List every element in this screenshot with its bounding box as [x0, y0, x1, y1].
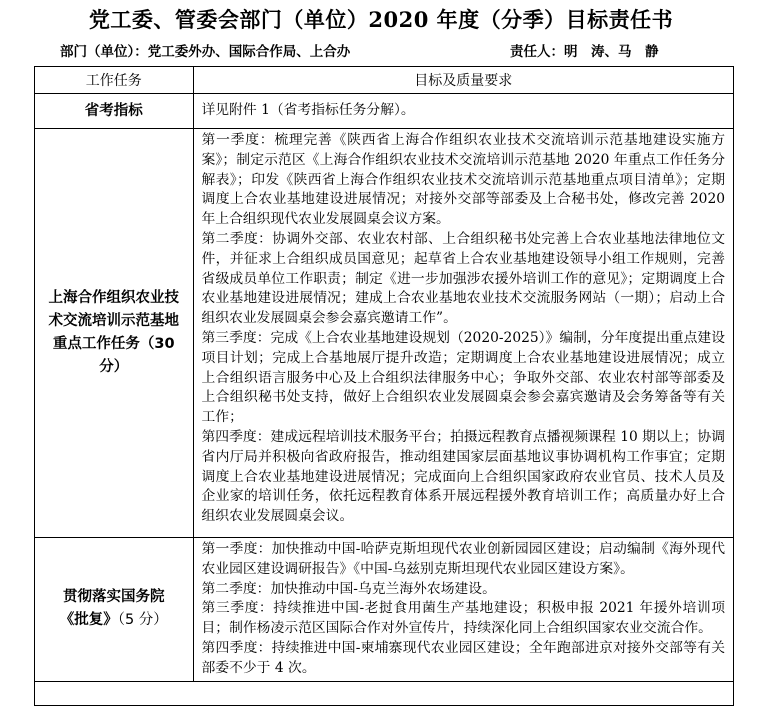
quarter-3-paragraph: 第三季度：完成《上合农业基地建设规划（2020-2025）》编制，分年度提出重点建设项目计划；完成上合基地展厅提升改造；定期调度上合农业基地建设进展情况；成立上合组织语言服务中心及上合组织法律服务中心；争取外交部、农业农村部等部委及上合组织秘书处支持，做好上合组织农业发展圆桌会参会嘉宾邀请及会务筹备等有关工作；	[201, 329, 725, 426]
quarter-4-paragraph: 第四季度：建成远程培训技术服务平台；拍摄远程教育点播视频课程 10 期以上；协调省内厅局并积极向省政府报告，推动组建国家层面基地议事协调机构工作事宜；定期调度上合农业基地建设进展情况；完成面向上合组织国家政府农业官员、技术人员及企业家的培训任务，依托远程教育体系开展远程援外教育培训工作；高质量办好上合组织农业发展圆桌会议。	[201, 428, 725, 525]
quarter-2-paragraph: 第二季度：协调外交部、农业农村部、上合组织秘书处完善上合农业基地法律地位文件，并征求上合组织成员国意见；起草省上合农业基地建设领导小组工作规则，完善省级成员单位工作职责；制定《进一步加强涉农援外培训工作的意见》；定期调度上合农业基地建设进展情况；建成上合农业基地农业技术交流服务网站（一期）；启动上合组织农业发展圆桌会参会嘉宾邀请工作”。	[201, 230, 725, 327]
department-line	[60, 40, 350, 60]
document-title: 党工委、管委会部门（单位）2020 年度（分季）目标责任书	[88, 7, 674, 32]
requirement-cell	[193, 538, 733, 682]
task-bold-text: 《批复》	[59, 612, 118, 629]
table-row	[35, 129, 733, 538]
department-value: 党工委外办、国际合作局、上合办	[147, 44, 351, 60]
quarter-1-paragraph: 第一季度：加快推动中国-哈萨克斯坦现代农业创新园园区建设；启动编制《海外现代农业园区建设调研报告》《中国-乌兹别克斯坦现代农业园区建设方案》。	[201, 541, 725, 577]
responsible-line	[510, 40, 659, 60]
quarter-4-paragraph: 第四季度：持续推进中国-柬埔寨现代农业园区建设；全年跑部进京对接外交部等有关部委不少于 4 次。	[201, 639, 725, 676]
task-main-text: 贯彻落实国务院	[63, 589, 165, 606]
header-task: 工作任务	[35, 67, 193, 94]
requirement-cell	[193, 129, 733, 538]
quarter-3-paragraph: 第三季度：持续推进中国-老挝食用菌生产基地建设；积极申报 2021 年援外培训项目；制作杨凌示范区国际合作对外宣传片，持续深化同上合组织国家农业交流合作。	[201, 600, 725, 637]
department-label: 部门（单位）：	[60, 44, 148, 60]
table-header-row	[35, 67, 733, 94]
header-requirements: 目标及质量要求	[193, 67, 733, 94]
quarter-1-paragraph: 第一季度：梳理完善《陕西省上海合作组织农业技术交流培训示范基地建设实施方案》；制定示范区《上海合作组织农业技术交流培训示范基地 2020 年重点工作任务分解表》；印发《陕西省上海合作组织农业技术交流培训示范基地重点项目清单》；定期调度上合农业基地建设进展情况；对接外交部等部委及上合秘书处，修改完善 2020 年上合组织现代农业发展圆桌会议方案。	[201, 132, 725, 228]
table-row	[35, 538, 733, 682]
quarter-2-paragraph: 第二季度：加快推动中国-乌克兰海外农场建设。	[201, 580, 496, 597]
responsible-value: 明 涛、马 静	[564, 44, 659, 60]
responsibility-table-frame	[34, 66, 734, 706]
task-cell	[35, 538, 193, 682]
task-cell: 上海合作组织农业技术交流培训示范基地重点工作任务（30 分）	[35, 129, 193, 538]
task-cell: 省考指标	[35, 94, 193, 129]
table-row	[35, 94, 733, 129]
task-score-text: （5 分）	[117, 612, 168, 629]
responsibility-table	[35, 67, 733, 682]
requirement-paragraph: 详见附件 1（省考指标任务分解）。	[201, 102, 415, 119]
responsible-label: 责任人：	[510, 44, 564, 60]
requirement-cell	[193, 94, 733, 129]
